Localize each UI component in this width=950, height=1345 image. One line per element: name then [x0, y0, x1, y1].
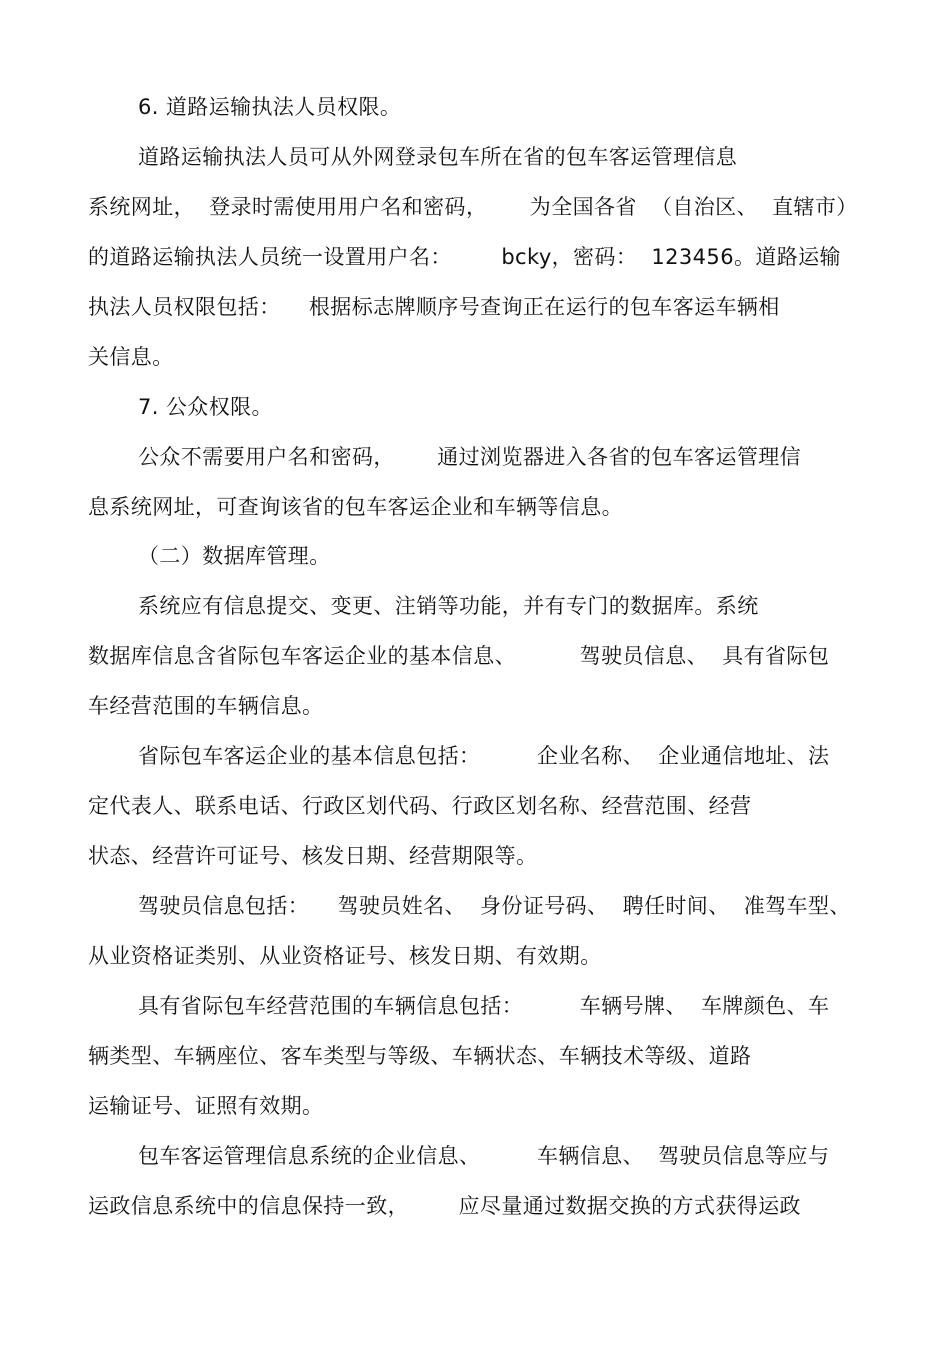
paragraph-line: 数据库信息含省际包车客运企业的基本信息、 驾驶员信息、 具有省际包 [88, 644, 830, 668]
paragraph-line: 执法人员权限包括： 根据标志牌顺序号查询正在运行的包车客运车辆相 [88, 295, 780, 319]
paragraph-line: 公众不需要用户名和密码， 通过浏览器进入各省的包车客运管理信 [138, 445, 802, 469]
paragraph-line: 运输证号、证照有效期。 [88, 1094, 324, 1118]
paragraph-line: 关信息。 [88, 345, 174, 369]
paragraph-line: 道路运输执法人员可从外网登录包车所在省的包车客运管理信息 [138, 145, 738, 169]
paragraph-line: 状态、经营许可证号、核发日期、经营期限等。 [88, 844, 538, 868]
paragraph-line: 省际包车客运企业的基本信息包括： 企业名称、 企业通信地址、法 [138, 744, 830, 768]
paragraph-line: 辆类型、车辆座位、客车类型与等级、车辆状态、车辆技术等级、道路 [88, 1044, 752, 1068]
paragraph-line: 的道路运输执法人员统一设置用户名： bcky，密码： 123456。道路运输 [88, 245, 841, 269]
paragraph-line: 定代表人、联系电话、行政区划代码、行政区划名称、经营范围、经营 [88, 794, 752, 818]
paragraph-line: 运政信息系统中的信息保持一致， 应尽量通过数据交换的方式获得运政 [88, 1194, 801, 1218]
paragraph-line: 驾驶员信息包括： 驾驶员姓名、 身份证号码、 聘任时间、 准驾车型、 [138, 894, 851, 918]
paragraph-line: 息系统网址，可查询该省的包车客运企业和车辆等信息。 [88, 495, 623, 519]
heading-public-permissions: 7. 公众权限。 [138, 395, 273, 419]
paragraph-line: 车经营范围的车辆信息。 [88, 694, 324, 718]
heading-enforcement-permissions: 6. 道路运输执法人员权限。 [138, 95, 402, 119]
heading-database-management: （二）数据库管理。 [138, 544, 331, 568]
paragraph-line: 具有省际包车经营范围的车辆信息包括： 车辆号牌、 车牌颜色、车 [138, 994, 830, 1018]
paragraph-line: 系统网址， 登录时需使用用户名和密码， 为全国各省 （自治区、 直辖市） [88, 195, 858, 219]
paragraph-line: 包车客运管理信息系统的企业信息、 车辆信息、 驾驶员信息等应与 [138, 1144, 830, 1168]
paragraph-line: 从业资格证类别、从业资格证号、核发日期、有效期。 [88, 944, 602, 968]
paragraph-line: 系统应有信息提交、变更、注销等功能，并有专门的数据库。系统 [138, 594, 759, 618]
